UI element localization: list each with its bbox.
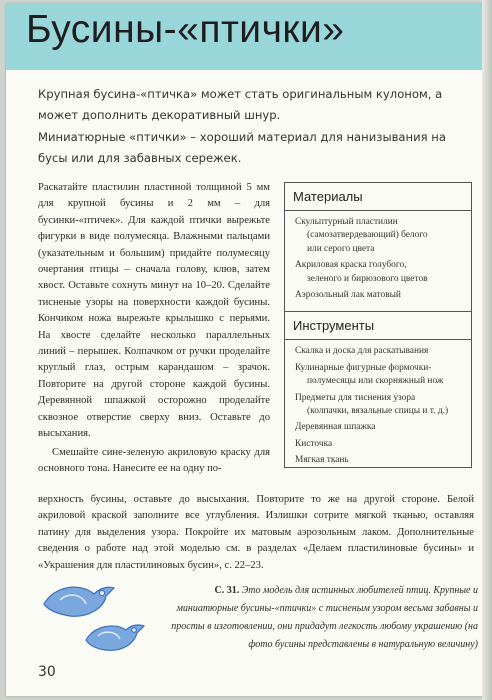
instructions-paragraph: Смешайте сине-зеленую акриловую краску для основного тона. Нанесите ее на одну по- bbox=[38, 446, 270, 474]
item-text: Мягкая ткань bbox=[295, 455, 349, 466]
materials-item bbox=[295, 216, 465, 256]
page-title: Бусины-«птички» bbox=[26, 8, 345, 51]
tools-item bbox=[295, 362, 465, 389]
instructions-paragraph: Раскатайте пластилин пластиной толщиной 5 мм для крупной бусины и 2 мм – для бусинки-«птичек». Для каждой птички вырежьте фигурки в виде полумесяца. Влажными пальцами (указательным и большим) придайте полумесяцу очертания птицы – сначала голову, клюв, затем хвост. Оставьте сохнуть минут на 10–20. Сделайте тисненые узоры на поверхности каждой бусины. Кончиком ножа вырежьте крылышко с перьями. На хвосте сделайте несколько параллельных линий – перышек. Колпачком от ручки проделайте круглый глаз, острым карандашом – зрачок. Повторите на другой стороне каждой бусины. Деревянной шпажкой осторожно проделайте сквозное отверстие сверху вниз. Оставьте до высыхания. bbox=[38, 182, 270, 440]
intro-paragraph: Крупная бусина-«птичка» может стать оригинальным кулоном, а может дополнить декоративный шнур. bbox=[38, 87, 443, 122]
item-text: Скалка и доска для раскатывания bbox=[295, 346, 429, 357]
book-spine-edge bbox=[482, 0, 492, 700]
tools-item bbox=[295, 345, 465, 358]
supplies-box bbox=[284, 182, 472, 468]
page-number: 30 bbox=[38, 664, 56, 680]
item-text-continued: полумесяцы или скорняжный нож bbox=[307, 376, 444, 387]
intro-paragraph: Миниатюрные «птички» – хороший материал для нанизывания на бусы или для забавных сережек. bbox=[38, 130, 446, 165]
materials-heading: Материалы bbox=[285, 183, 471, 211]
tools-item bbox=[295, 438, 465, 451]
photo-caption bbox=[156, 582, 478, 654]
item-text: Кисточка bbox=[295, 438, 333, 449]
item-text: Предметы для тиснения узора bbox=[295, 392, 416, 403]
bird-beads-photo bbox=[36, 574, 156, 656]
bird-bead-large bbox=[44, 587, 114, 616]
item-text: Акриловая краска голубого, bbox=[295, 260, 407, 271]
materials-list bbox=[285, 211, 471, 311]
tools-heading: Инструменты bbox=[285, 311, 471, 340]
tools-item bbox=[295, 454, 465, 467]
materials-item bbox=[295, 259, 465, 286]
instructions-continued: верхность бусины, оставьте до высыхания. Повторите то же на другой стороне. Белой акриловой краской заполните все углубления. Излишки сотрите мягкой тканью, оставляя патину для выделения узора. Покройте их матовым аэрозольным лаком. Дополнительные сведения о работе над этой моделью см. в разделах «Делаем пластилиновые бусины» и «Украшения для пластилиновых бусин», с. 22–23. bbox=[38, 494, 474, 571]
intro-text bbox=[38, 84, 474, 170]
tools-item bbox=[295, 392, 465, 419]
tools-item bbox=[295, 421, 465, 434]
caption-text: Это модель для истинных любителей птиц. Крупные и миниатюрные бусины-«птички» с тисненым узором весьма забавны и просты в изготовлении, они придадут легкость любому украшению (на фото бусины представлены в натуральную величину) bbox=[171, 585, 478, 650]
item-text: Скульптурный пластилин bbox=[295, 217, 398, 227]
bird-bead-small bbox=[86, 625, 144, 650]
item-text-continued: (колпачки, вязальные спицы и т. д.) bbox=[307, 406, 449, 417]
item-text: Деревянная шпажка bbox=[295, 422, 376, 433]
caption-label: С. 31. bbox=[214, 585, 240, 596]
item-text: Кулинарные фигурные формочки- bbox=[295, 362, 432, 373]
materials-item bbox=[295, 289, 465, 302]
item-text: Аэрозольный лак матовый bbox=[295, 290, 401, 301]
item-text-continued: зеленого и бирюзового цветов bbox=[307, 273, 428, 284]
item-text-continued: (самозатвердевающий) белого bbox=[307, 230, 428, 241]
item-text-continued: или серого цвета bbox=[307, 243, 375, 254]
tools-list bbox=[285, 340, 471, 476]
book-page bbox=[6, 4, 482, 696]
instructions-column bbox=[38, 180, 270, 477]
